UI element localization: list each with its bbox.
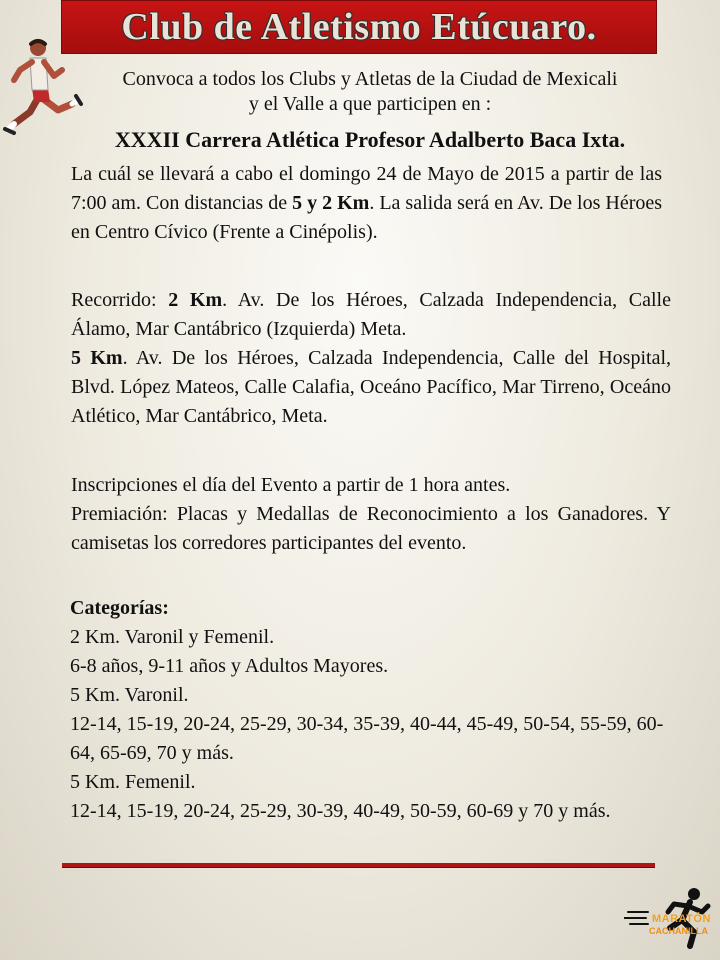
details-text-b: . La salida será en Av. De los Héroes en Centro Cívico (Frente a Cinépolis).	[71, 192, 663, 243]
category-line: 6-8 años, 9-11 años y Adultos Mayores.	[70, 655, 389, 677]
route-long-km: 5 Km	[71, 347, 123, 369]
route-short-km: 2 Km	[168, 289, 223, 311]
logo-text-maraton: MARATÓN	[652, 913, 711, 925]
race-title: XXXII Carrera Atlética Profesor Adalberto Baca Ixta.	[114, 127, 626, 152]
maraton-logo	[624, 884, 716, 954]
route-section	[71, 286, 671, 431]
category-line: 12-14, 15-19, 20-24, 25-29, 30-39, 40-49, 50-59, 60-69 y 70 y más.	[70, 800, 611, 822]
registration-line: Inscripciones el día del Evento a partir de 1 hora antes.	[71, 474, 511, 496]
categories-section	[70, 594, 680, 826]
category-line: 5 Km. Varonil.	[70, 684, 189, 706]
intro-line-2: y el Valle a que participen en :	[248, 93, 492, 115]
route-short	[71, 286, 671, 344]
route-long-text: . Av. De los Héroes, Calzada Independencia, Calle del Hospital, Blvd. López Mateos, Calle Calafia, Oceáno Pacífico, Mar Tirreno, Oceáno Atlético, Mar Cantábrico, Meta.	[71, 347, 672, 427]
categories-heading: Categorías:	[70, 597, 169, 619]
event-details	[71, 160, 662, 247]
club-title: Club de Atletismo Etúcuaro.	[121, 6, 597, 48]
route-long	[71, 344, 671, 431]
awards-text: Premiación: Placas y Medallas de Reconocimiento a los Ganadores. Y camisetas los corredores participantes del evento.	[71, 503, 671, 554]
details-text-a: La cuál se llevará a cabo el domingo 24 de Mayo de 2015 a partir de las 7:00 am. Con distancias de	[71, 163, 662, 214]
route-short-text: . Av. De los Héroes, Calzada Independencia, Calle Álamo, Mar Cantábrico (Izquierda) Meta.	[71, 289, 671, 340]
category-line: 2 Km. Varonil y Femenil.	[70, 626, 275, 648]
distances: 5 y 2 Km	[292, 192, 370, 214]
header-banner	[61, 0, 657, 54]
intro-line-1: Convoca a todos los Clubs y Atletas de la Ciudad de Mexicali	[122, 68, 618, 90]
footer-divider	[62, 863, 655, 868]
intro-text	[60, 67, 680, 117]
category-line: 12-14, 15-19, 20-24, 25-29, 30-34, 35-39, 40-44, 45-49, 50-54, 55-59, 60-64, 65-69, 70 y más.	[70, 713, 664, 764]
logo-text-cachanilla: CACHANILLA	[649, 926, 708, 936]
category-line: 5 Km. Femenil.	[70, 771, 196, 793]
registration-section	[71, 471, 671, 558]
route-label: Recorrido:	[71, 289, 169, 311]
